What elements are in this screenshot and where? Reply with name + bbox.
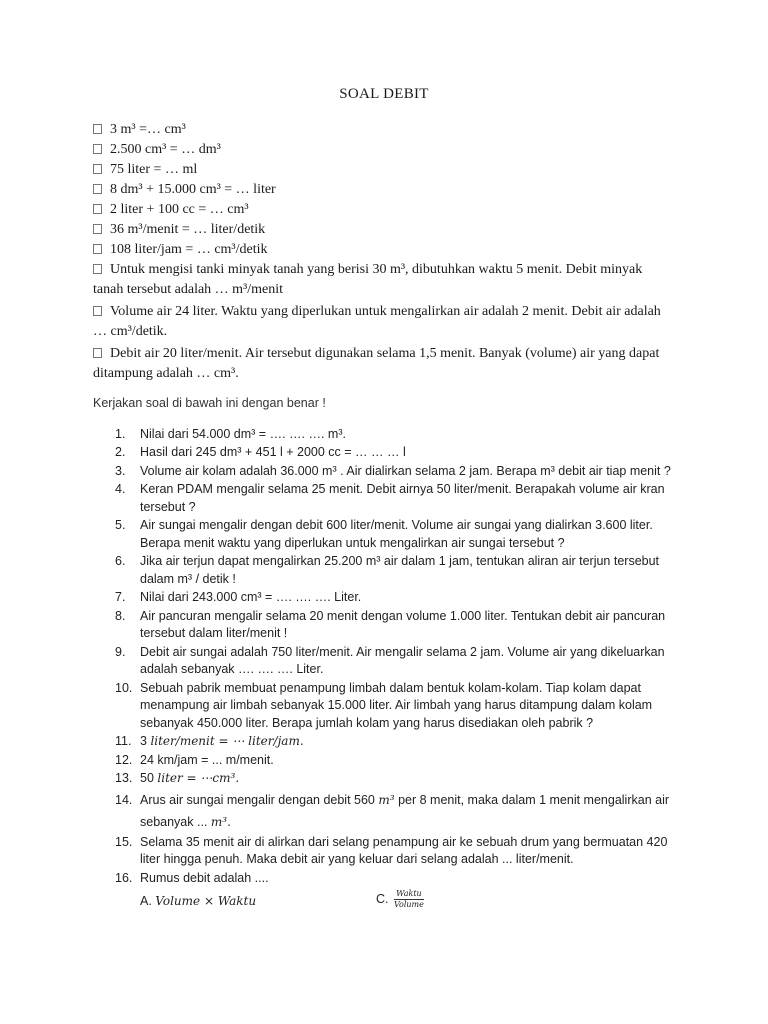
question-item: 4. Keran PDAM mengalir selama 25 menit. Debit airnya 50 liter/menit. Berapakah volume air kran tersebut ? (115, 482, 665, 514)
instruction-text: Kerjakan soal di bawah ini dengan benar ! (93, 396, 326, 410)
list-item: 75 liter = … ml (93, 160, 673, 180)
math-expression: m³ (378, 792, 395, 807)
checkbox-icon (93, 144, 102, 154)
list-item: Volume air 24 liter. Waktu yang diperlukan untuk mengalirkan air adalah 2 menit. Debit air adalah … cm³/detik. (93, 304, 661, 339)
checkbox-icon (93, 204, 102, 214)
question-item: 14. Arus air sungai mengalir dengan debit 560 m³ per 8 menit, maka dalam 1 menit mengalirkan air sebanyak ... m³. (115, 792, 670, 829)
list-item: Debit air 20 liter/menit. Air tersebut digunakan selama 1,5 menit. Banyak (volume) air yang dapat ditampung adalah … cm³. (93, 346, 660, 381)
answer-options (93, 889, 683, 917)
checkbox-icon (93, 348, 102, 358)
fraction: $\frac{\text{Waktu}}{\text{Volume}}$ (393, 889, 424, 909)
list-item: 2 liter + 100 cc = … cm³ (93, 200, 673, 220)
question-item: 1. Nilai dari 54.000 dm³ = …. …. …. m³. (115, 426, 346, 441)
list-item: 3 m³ =… cm³ (93, 120, 673, 140)
question-item: 2. Hasil dari 245 dm³ + 451 l + 2000 cc = … … … l (115, 445, 406, 459)
question-item: 12. 24 km/jam = ... m/menit. (115, 752, 274, 767)
question-item: 8. Air pancuran mengalir selama 20 menit dengan volume 1.000 liter. Tentukan debit air pancuran tersebut dalam liter/menit ! (115, 608, 666, 640)
checkbox-icon (93, 124, 102, 134)
list-item: 8 dm³ + 15.000 cm³ = … liter (93, 180, 673, 200)
question-item: 13. 50 liter = ⋯cm³. (115, 771, 240, 785)
question-item: 11. 3 liter/menit = ⋯ liter/jam. (115, 734, 304, 748)
question-list (93, 426, 683, 888)
page-title: SOAL DEBIT (339, 86, 429, 102)
option-c: C. $\frac{\text{Waktu}}{\text{Volume}}$ (376, 889, 424, 909)
checkbox-icon (93, 164, 102, 174)
exercise-section (93, 395, 683, 917)
conversion-list (93, 120, 673, 384)
math-expression: m³. (210, 814, 231, 829)
question-item: 9. Debit air sungai adalah 750 liter/menit. Air mengalir selama 2 jam. Volume air yang dikeluarkan adalah sebanyak …. …. …. Liter. (115, 644, 665, 676)
question-item: 3. Volume air kolam adalah 36.000 m³ . Air dialirkan selama 2 jam. Berapa m³ debit air tiap menit ? (115, 463, 671, 478)
question-item: 7. Nilai dari 243.000 cm³ = …. …. …. Liter. (115, 590, 362, 604)
checkbox-icon (93, 244, 102, 254)
checkbox-icon (93, 184, 102, 194)
question-item: 16. Rumus debit adalah .... (115, 870, 269, 885)
question-item: 5. Air sungai mengalir dengan debit 600 liter/menit. Volume air sungai yang dialirkan 3.600 liter. Berapa menit waktu yang diperlukan untuk mengalirkan air sungai tersebut ? (115, 518, 653, 550)
question-item: 10. Sebuah pabrik membuat penampung limbah dalam bentuk kolam-kolam. Tiap kolam dapat menampung air limbah sebanyak 15.000 liter. Air limbah yang harus ditampung dalam kolam sebanyak 450.000 liter. Berapa jumlah kolam yang harus disediakan oleh pabrik ? (115, 680, 653, 730)
list-item: 2.500 cm³ = … dm³ (93, 140, 673, 160)
checkbox-icon (93, 224, 102, 234)
question-item: 6. Jika air terjun dapat mengalirkan 25.200 m³ air dalam 1 jam, tentukan aliran air terjun tersebut dalam m³ / detik ! (115, 554, 660, 586)
list-item: 108 liter/jam = … cm³/detik (93, 240, 673, 260)
question-item: 15. Selama 35 menit air di alirkan dari selang penampung air ke sebuah drum yang bermuatan 420 liter hingga penuh. Maka debit air yang keluar dari selang adalah ... liter/menit. (115, 834, 668, 866)
math-expression: liter = ⋯cm³. (157, 771, 240, 785)
math-expression: Volume × Waktu (155, 894, 257, 908)
option-a: A. Volume × Waktu (140, 894, 257, 908)
math-expression: liter/menit = ⋯ liter/jam. (150, 734, 304, 748)
list-item: Untuk mengisi tanki minyak tanah yang berisi 30 m³, dibutuhkan waktu 5 menit. Debit minyak tanah tersebut adalah … m³/menit (93, 262, 643, 297)
checkbox-icon (93, 306, 102, 316)
checkbox-icon (93, 264, 102, 274)
list-item: 36 m³/menit = … liter/detik (93, 220, 673, 240)
